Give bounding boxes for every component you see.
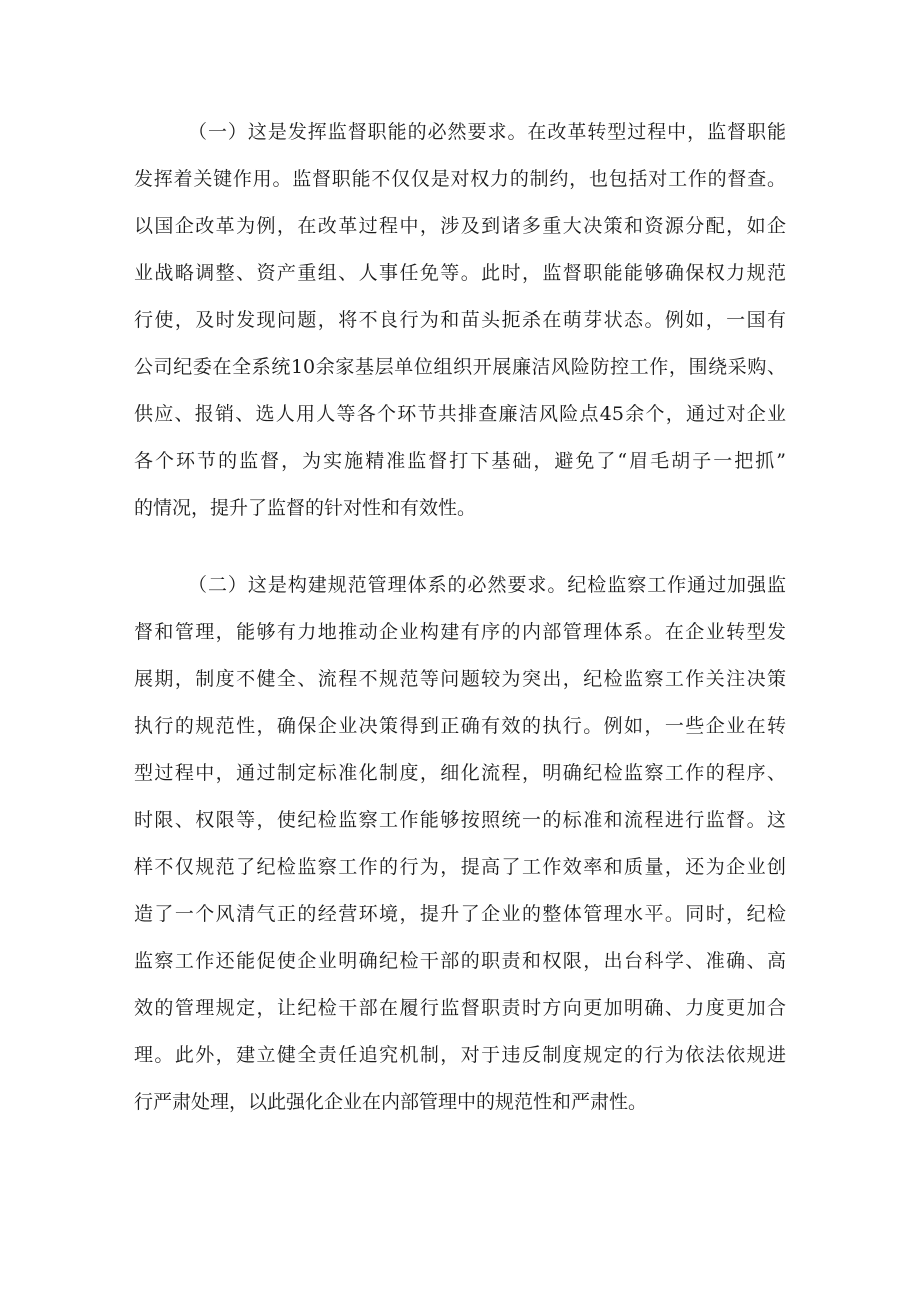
paragraph-line: 型过程中，通过制定标准化制度，细化流程，明确纪检监察工作的程序、 (134, 762, 786, 784)
paragraph-line: 时限、权限等，使纪检监察工作能够按照统一的标准和流程进行监督。这 (134, 809, 786, 831)
paragraph-one (134, 109, 786, 532)
paragraph-line: 的情况，提升了监督的针对性和有效性。 (134, 497, 477, 519)
paragraph-line: 发挥着关键作用。监督职能不仅仅是对权力的制约，也包括对工作的督查。 (134, 168, 786, 190)
paragraph-line: 公司纪委在全系统10余家基层单位组织开展廉洁风险防控工作，围绕采购、 (134, 356, 786, 378)
paragraph-line: （一）这是发挥监督职能的必然要求。在改革转型过程中，监督职能 (188, 121, 786, 143)
paragraph-line: 监察工作还能促使企业明确纪检干部的职责和权限，出台科学、准确、高 (134, 950, 786, 972)
paragraph-two (134, 562, 786, 1126)
paragraph-line: 造了一个风清气正的经营环境，提升了企业的整体管理水平。同时，纪检 (134, 903, 786, 925)
paragraph-line: 业战略调整、资产重组、人事任免等。此时，监督职能能够确保权力规范 (134, 262, 786, 284)
paragraph-line: 效的管理规定，让纪检干部在履行监督职责时方向更加明确、力度更加合 (134, 997, 786, 1019)
paragraph-line: 样不仅规范了纪检监察工作的行为，提高了工作效率和质量，还为企业创 (134, 856, 786, 878)
paragraph-line: 行严肃处理，以此强化企业在内部管理中的规范性和严肃性。 (134, 1091, 648, 1113)
paragraph-line: 执行的规范性，确保企业决策得到正确有效的执行。例如，一些企业在转 (134, 715, 786, 737)
paragraph-line: 以国企改革为例，在改革过程中，涉及到诸多重大决策和资源分配，如企 (134, 215, 786, 237)
paragraph-line: 理。此外，建立健全责任追究机制，对于违反制度规定的行为依法依规进 (134, 1044, 786, 1066)
paragraph-line: 展期，制度不健全、流程不规范等问题较为突出，纪检监察工作关注决策 (134, 668, 786, 690)
paragraph-line: 各个环节的监督，为实施精准监督打下基础，避免了“眉毛胡子一把抓” (134, 450, 786, 472)
paragraph-line: 行使，及时发现问题，将不良行为和苗头扼杀在萌芽状态。例如，一国有 (134, 309, 786, 331)
paragraph-line: 供应、报销、选人用人等各个环节共排查廉洁风险点45余个，通过对企业 (134, 403, 786, 425)
paragraph-line: （二）这是构建规范管理体系的必然要求。纪检监察工作通过加强监 (188, 574, 786, 596)
paragraph-line: 督和管理，能够有力地推动企业构建有序的内部管理体系。在企业转型发 (134, 621, 786, 643)
